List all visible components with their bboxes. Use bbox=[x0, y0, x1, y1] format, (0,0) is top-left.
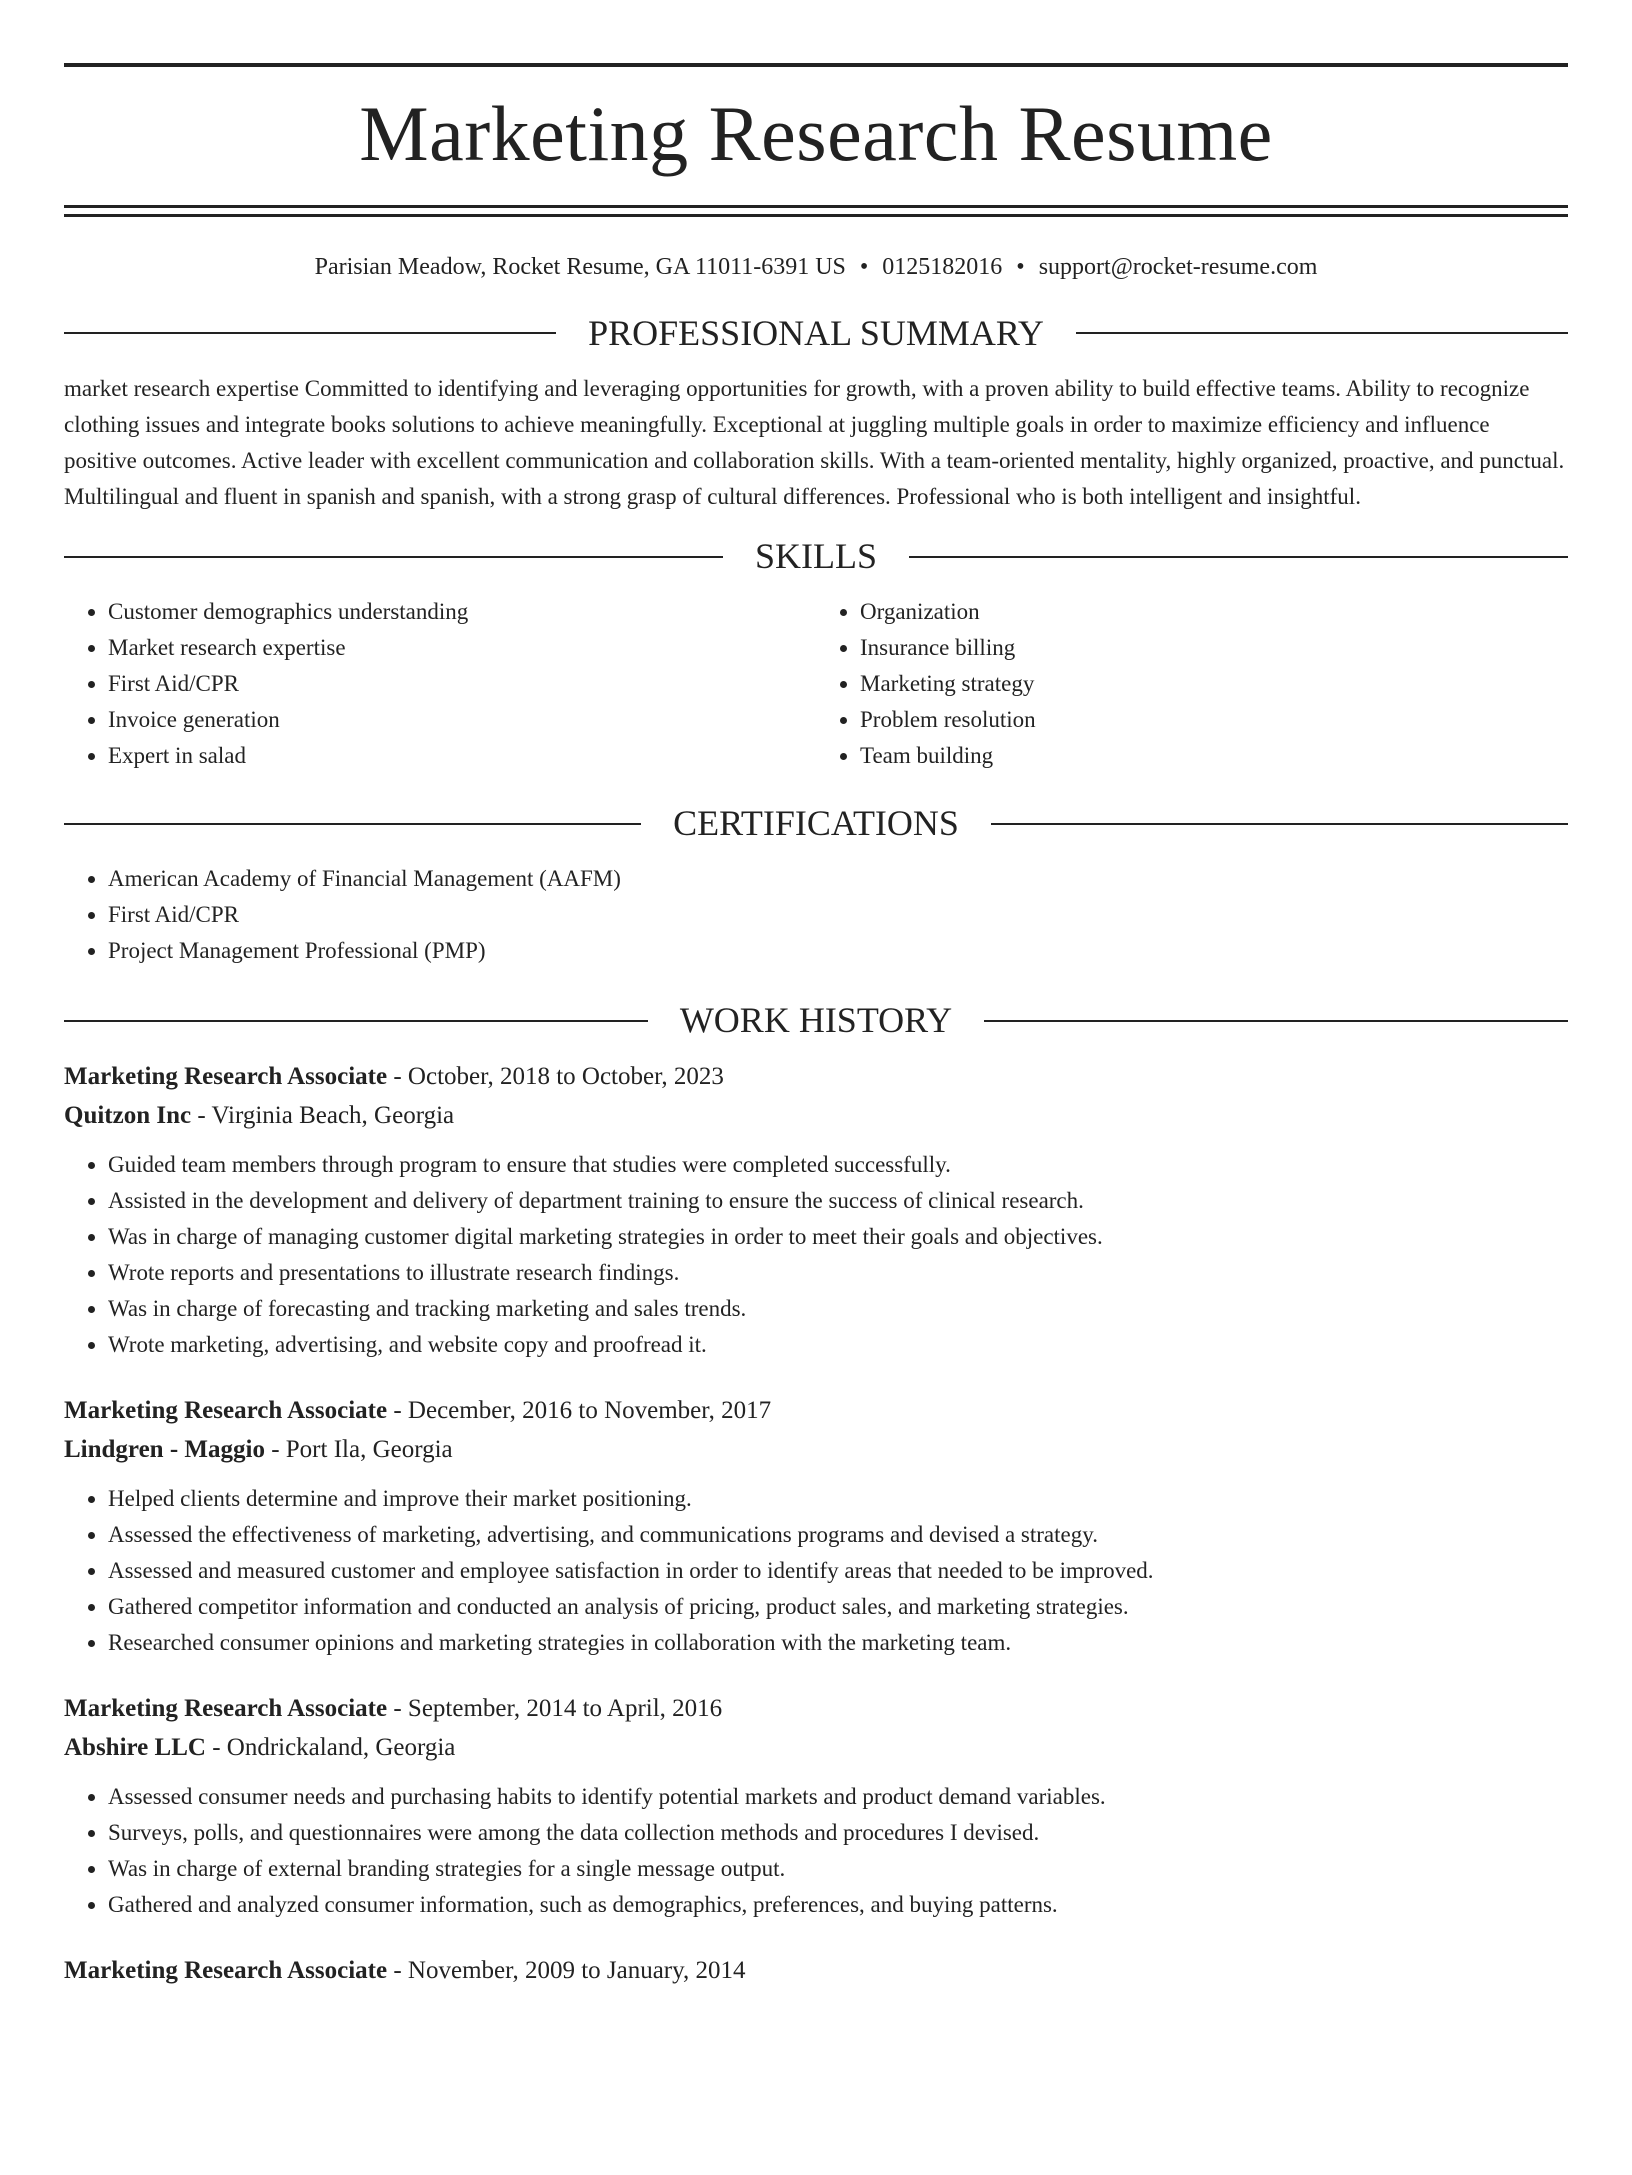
heading-rule-left bbox=[64, 823, 641, 825]
heading-rule-right bbox=[909, 556, 1568, 558]
job-dates: September, 2014 to April, 2016 bbox=[407, 1694, 723, 1722]
job-bullet: • Assessed the effectiveness of marketing, advertising, and communications programs and devised a strategy. bbox=[108, 1517, 1568, 1553]
certification-item: • Project Management Professional (PMP) bbox=[108, 933, 1568, 969]
job-dates: December, 2016 to November, 2017 bbox=[407, 1396, 772, 1424]
certification-item: • American Academy of Financial Management (AAFM) bbox=[108, 861, 1568, 897]
skills-list bbox=[64, 594, 1568, 774]
contact-email: support@rocket-resume.com bbox=[1038, 254, 1318, 280]
job-bullet: • Assisted in the development and delivery of department training to ensure the success of clinical research. bbox=[108, 1183, 1568, 1219]
job-entry bbox=[64, 1057, 1568, 1363]
job-location: Port Ila, Georgia bbox=[285, 1435, 453, 1463]
certifications-list bbox=[64, 861, 1568, 969]
job-company: Lindgren - Maggio bbox=[64, 1435, 265, 1463]
job-bullet: • Was in charge of managing customer digital marketing strategies in order to meet their goals and objectives. bbox=[108, 1219, 1568, 1255]
job-bullet: • Surveys, polls, and questionnaires were among the data collection methods and procedures I devised. bbox=[108, 1815, 1568, 1851]
heading-rule-left bbox=[64, 332, 556, 334]
job-entry bbox=[64, 1951, 1568, 1990]
job-company-line: Abshire LLC - Ondrickaland, Georgia bbox=[64, 1733, 456, 1761]
skill-item: • Marketing strategy bbox=[860, 666, 1568, 702]
job-location: Virginia Beach, Georgia bbox=[211, 1101, 455, 1129]
job-title: Marketing Research Associate bbox=[64, 1062, 388, 1090]
job-dates: November, 2009 to January, 2014 bbox=[407, 1956, 746, 1984]
heading-rule-right bbox=[1076, 332, 1568, 334]
skills-heading-text: SKILLS bbox=[755, 535, 878, 576]
title-rule-1 bbox=[64, 205, 1568, 208]
skills-column-right bbox=[816, 594, 1568, 774]
contact-line bbox=[64, 253, 1568, 282]
skill-item: • Problem resolution bbox=[860, 702, 1568, 738]
job-entry bbox=[64, 1689, 1568, 1923]
title-rule-2 bbox=[64, 214, 1568, 217]
skills-heading bbox=[64, 535, 1568, 578]
job-title-line: Marketing Research Associate - October, 2018 to October, 2023 bbox=[64, 1062, 724, 1090]
contact-separator: • bbox=[1016, 254, 1025, 280]
job-title: Marketing Research Associate bbox=[64, 1396, 388, 1424]
skill-item: • Customer demographics understanding bbox=[108, 594, 816, 630]
job-company: Quitzon Inc bbox=[64, 1101, 192, 1129]
job-entry bbox=[64, 1391, 1568, 1661]
contact-address: Parisian Meadow, Rocket Resume, GA 11011-6391 US bbox=[314, 254, 846, 280]
skill-item: • First Aid/CPR bbox=[108, 666, 816, 702]
job-bullet: • Wrote marketing, advertising, and website copy and proofread it. bbox=[108, 1327, 1568, 1363]
job-bullet: • Was in charge of external branding strategies for a single message output. bbox=[108, 1851, 1568, 1887]
resume-title: Marketing Research Resume bbox=[359, 90, 1273, 177]
certifications-heading bbox=[64, 802, 1568, 845]
job-company-line: Lindgren - Maggio - Port Ila, Georgia bbox=[64, 1435, 453, 1463]
summary-heading bbox=[64, 312, 1568, 355]
job-dates: October, 2018 to October, 2023 bbox=[407, 1062, 724, 1090]
certifications-heading-text: CERTIFICATIONS bbox=[673, 803, 959, 844]
contact-separator: • bbox=[859, 254, 869, 280]
job-bullet: • Wrote reports and presentations to illustrate research findings. bbox=[108, 1255, 1568, 1291]
job-bullet: • Assessed consumer needs and purchasing habits to identify potential markets and product demand variables. bbox=[108, 1779, 1568, 1815]
skill-item: • Invoice generation bbox=[108, 702, 816, 738]
job-company: Abshire LLC bbox=[64, 1733, 206, 1761]
job-location: Ondrickaland, Georgia bbox=[226, 1733, 456, 1761]
summary-heading-text: PROFESSIONAL SUMMARY bbox=[588, 312, 1044, 353]
heading-rule-right bbox=[991, 823, 1568, 825]
certification-item: • First Aid/CPR bbox=[108, 897, 1568, 933]
work-history-heading-text: WORK HISTORY bbox=[679, 1000, 953, 1041]
job-title-line: Marketing Research Associate - November, 2009 to January, 2014 bbox=[64, 1956, 746, 1984]
job-title: Marketing Research Associate bbox=[64, 1956, 388, 1984]
job-bullets bbox=[64, 1147, 1568, 1363]
resume-page bbox=[0, 63, 1632, 2175]
contact-phone: 0125182016 bbox=[882, 254, 1003, 280]
heading-rule-right bbox=[984, 1020, 1568, 1022]
heading-rule-left bbox=[64, 1020, 648, 1022]
work-history-list bbox=[64, 1057, 1568, 1990]
skill-item: • Organization bbox=[860, 594, 1568, 630]
summary-text: market research expertise Committed to identifying and leveraging opportunities for growth, with a proven ability to build effective teams. Ability to recognize clothing issues and integrate books solutions to achieve meaningfully. Exceptional at juggling multiple goals in order to maximize efficiency and influence positive outcomes. Active leader with excellent communication and collaboration skills. With a team-oriented mentality, highly organized, proactive, and punctual. Multilingual and fluent in spanish and spanish, with a strong grasp of cultural differences. Professional who is both intelligent and insightful. bbox=[64, 375, 1565, 509]
job-bullets bbox=[64, 1779, 1568, 1923]
job-bullet: • Gathered competitor information and conducted an analysis of pricing, product sales, and marketing strategies. bbox=[108, 1589, 1568, 1625]
skill-item: • Insurance billing bbox=[860, 630, 1568, 666]
job-title-line: Marketing Research Associate - December, 2016 to November, 2017 bbox=[64, 1396, 772, 1424]
job-company-line: Quitzon Inc - Virginia Beach, Georgia bbox=[64, 1101, 455, 1129]
job-bullet: • Researched consumer opinions and marketing strategies in collaboration with the marketing team. bbox=[108, 1625, 1568, 1661]
job-title: Marketing Research Associate bbox=[64, 1694, 388, 1722]
job-bullet: • Assessed and measured customer and employee satisfaction in order to identify areas that needed to be improved. bbox=[108, 1553, 1568, 1589]
work-history-heading bbox=[64, 999, 1568, 1042]
heading-rule-left bbox=[64, 556, 723, 558]
skill-item: • Market research expertise bbox=[108, 630, 816, 666]
job-bullet: • Guided team members through program to ensure that studies were completed successfully. bbox=[108, 1147, 1568, 1183]
top-rule bbox=[64, 63, 1568, 67]
job-bullets bbox=[64, 1481, 1568, 1661]
job-bullet: • Helped clients determine and improve their market positioning. bbox=[108, 1481, 1568, 1517]
skill-item: • Team building bbox=[860, 738, 1568, 774]
job-bullet: • Was in charge of forecasting and tracking marketing and sales trends. bbox=[108, 1291, 1568, 1327]
job-bullet: • Gathered and analyzed consumer information, such as demographics, preferences, and buying patterns. bbox=[108, 1887, 1568, 1923]
skills-column-left bbox=[64, 594, 816, 774]
skill-item: • Expert in salad bbox=[108, 738, 816, 774]
job-title-line: Marketing Research Associate - September, 2014 to April, 2016 bbox=[64, 1694, 723, 1722]
